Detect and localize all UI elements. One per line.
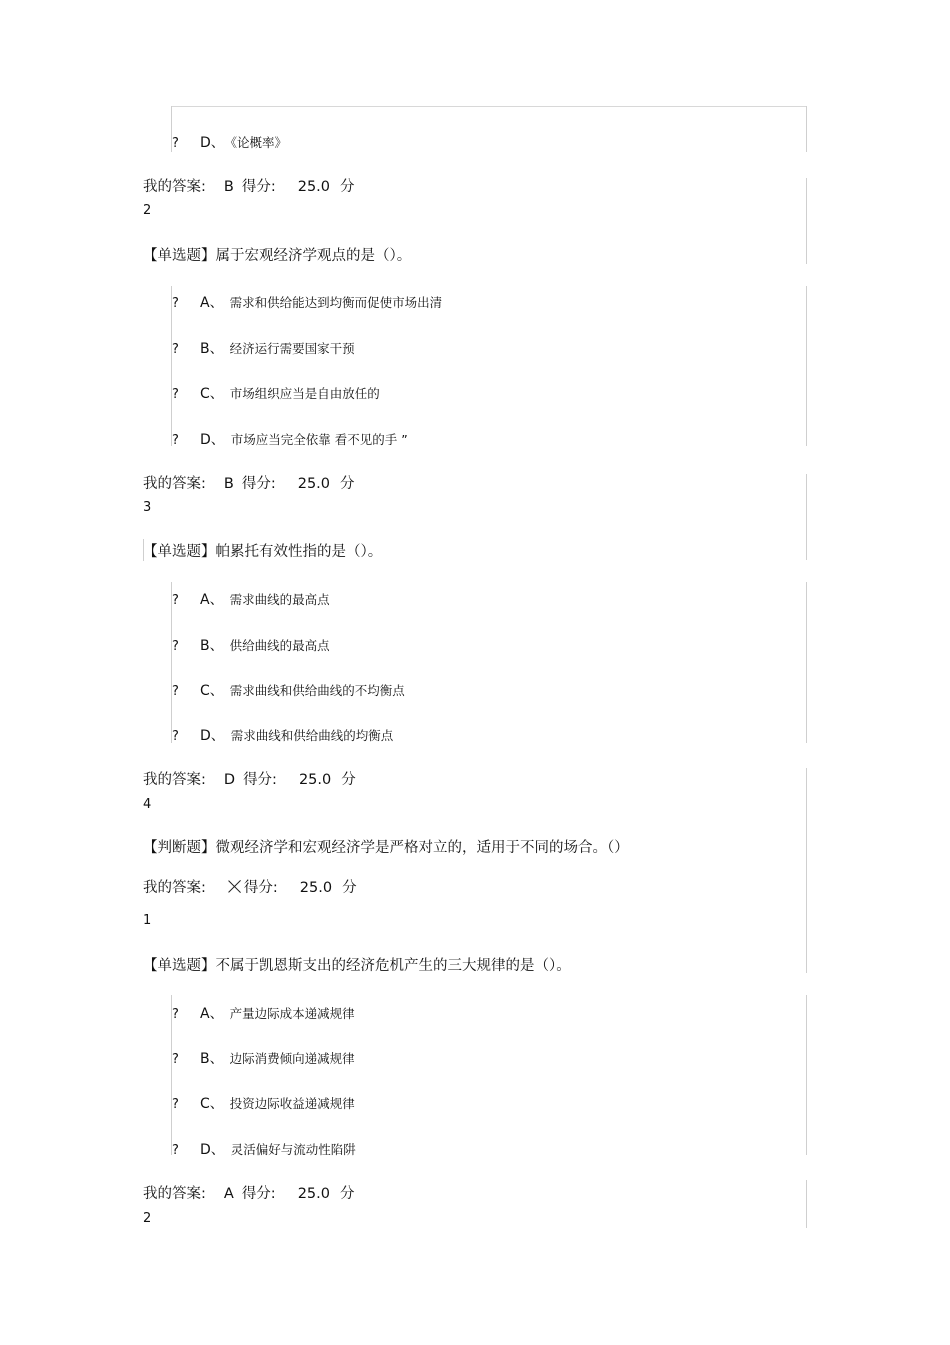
option-text: 经济运行需要国家干预 (229, 341, 355, 356)
question-mark-icon: ? (172, 342, 179, 357)
answer-line: 我的答案: A 得分: 25.0 分 (143, 1186, 355, 1202)
right-border (806, 995, 807, 1155)
right-border (806, 106, 807, 152)
option-c[interactable]: ? C、 市场组织应当是自由放任的 (172, 386, 380, 402)
option-d[interactable]: ? D、 需求曲线和供给曲线的均衡点 (172, 728, 394, 744)
question-mark-icon: ? (172, 296, 179, 311)
option-a[interactable]: ? A、 需求曲线的最高点 (172, 592, 330, 608)
score-value: 25.0 (297, 476, 331, 492)
question-mark-icon: ? (172, 684, 179, 699)
option-b[interactable]: ? B、 经济运行需要国家干预 (172, 341, 355, 357)
right-border (806, 1180, 807, 1228)
score-value: 25.0 (297, 179, 331, 195)
option-text: 市场应当完全依靠 看不见的手 ” (230, 432, 408, 447)
option-b[interactable]: ? B、 供给曲线的最高点 (172, 638, 330, 654)
score-value: 25.0 (298, 772, 332, 788)
right-border (806, 178, 807, 264)
question-mark-icon: ? (172, 639, 179, 654)
option-c[interactable]: ? C、 需求曲线和供给曲线的不均衡点 (172, 683, 405, 699)
option-text: 需求曲线和供给曲线的不均衡点 (229, 683, 405, 698)
option-text: 供给曲线的最高点 (229, 638, 330, 653)
option-text: 需求和供给能达到均衡而促使市场出清 (229, 295, 443, 310)
option-text: 需求曲线的最高点 (229, 592, 330, 607)
option-a[interactable]: ? A、 产量边际成本递减规律 (172, 1006, 355, 1022)
question-mark-icon: ? (172, 729, 179, 744)
question-number: 1 (143, 913, 152, 928)
question-mark-icon: ? (172, 1052, 179, 1067)
option-b[interactable]: ? B、 边际消费倾向递减规律 (172, 1051, 355, 1067)
option-text: 投资边际收益递减规律 (229, 1096, 355, 1111)
answer-line: 我的答案: 得分: 25.0 分 (143, 880, 357, 896)
option-c[interactable]: ? C、 投资边际收益递减规律 (172, 1096, 355, 1112)
question-mark-icon: ? (172, 593, 179, 608)
question-mark-icon: ? (172, 136, 179, 151)
question-number: 3 (143, 500, 152, 515)
right-border (806, 474, 807, 560)
option-d[interactable]: ? D、 《论概率》 (172, 135, 288, 151)
option-text: 需求曲线和供给曲线的均衡点 (230, 728, 394, 743)
question-number: 4 (143, 797, 152, 812)
question-mark-icon: ? (172, 387, 179, 402)
option-text: 《论概率》 (230, 135, 288, 150)
option-text: 市场组织应当是自由放任的 (229, 386, 380, 401)
right-border (806, 582, 807, 743)
score-value: 25.0 (299, 880, 333, 896)
right-border (806, 768, 807, 973)
answer-value: B (223, 179, 234, 195)
option-a[interactable]: ? A、 需求和供给能达到均衡而促使市场出清 (172, 295, 443, 311)
question-text: 【单选题】属于宏观经济学观点的是（）。 (143, 248, 412, 264)
question-text: 【判断题】微观经济学和宏观经济学是严格对立的，适用于不同的场合。（） (143, 840, 629, 856)
answer-line: 我的答案: B 得分: 25.0 分 (143, 179, 355, 195)
score-value: 25.0 (297, 1186, 330, 1202)
question-number: 2 (143, 203, 152, 218)
right-border (806, 286, 807, 446)
cross-icon (228, 879, 242, 893)
question-mark-icon: ? (172, 1143, 179, 1158)
question-number: 2 (143, 1211, 152, 1226)
option-text: 灵活偏好与流动性陷阱 (230, 1142, 356, 1157)
question-mark-icon: ? (172, 1007, 179, 1022)
option-text: 边际消费倾向递减规律 (229, 1051, 355, 1066)
question-text: 【单选题】帕累托有效性指的是（）。 (143, 544, 383, 560)
question-mark-icon: ? (172, 433, 179, 448)
option-d[interactable]: ? D、 灵活偏好与流动性陷阱 (172, 1142, 356, 1158)
answer-line: 我的答案: B 得分: 25.0 分 (143, 476, 355, 492)
top-border (171, 106, 807, 107)
question-text: 【单选题】不属于凯恩斯支出的经济危机产生的三大规律的是（）。 (143, 958, 571, 974)
answer-value: B (223, 476, 234, 492)
answer-value: D (223, 772, 236, 788)
option-d[interactable]: ? D、 市场应当完全依靠 看不见的手 ” (172, 432, 408, 448)
answer-value: A (223, 1186, 234, 1202)
answer-line: 我的答案: D 得分: 25.0 分 (143, 772, 356, 788)
question-mark-icon: ? (172, 1097, 179, 1112)
option-text: 产量边际成本递减规律 (229, 1006, 355, 1021)
